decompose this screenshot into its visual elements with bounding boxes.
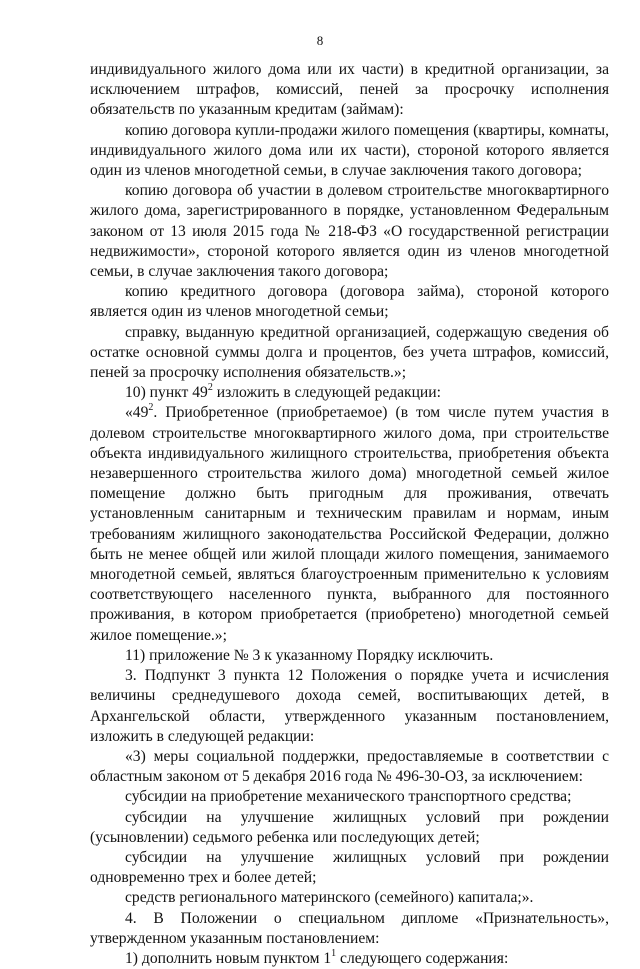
paragraph-item-10 (90, 383, 609, 403)
item-1-1-superscript: 1 (331, 947, 337, 959)
clause-49-2-before: «49 (125, 404, 149, 422)
item-10-superscript: 2 (207, 382, 213, 394)
paragraph-subsidy-triplets: субсидии на улучшение жилищных условий при рождении одновременно трех и более детей; (90, 848, 609, 887)
paragraph-subsidy-vehicle: субсидии на приобретение механического транспортного средства; (125, 788, 572, 806)
paragraph-shared-construction-contract: копию договора об участии в долевом строительстве многоквартирного жилого дома, зарегистрированного в порядке, установленном Федеральным законом от 13 июля 2015 года № 218-ФЗ «О государственной регистрации недвижимости», стороной которого является один из членов многодетной семьи, в случае заключения такого договора; (90, 182, 609, 281)
paragraph-social-support: «3) меры социальной поддержки, предоставляемые в соответствии с областным законом от 5 декабря 2016 года № 496-30-ОЗ, за исключением: (90, 747, 609, 786)
item-1-1-before: 1) дополнить новым пунктом 1 (125, 949, 332, 967)
item-10-after: изложить в следующей редакции: (212, 384, 441, 402)
paragraph-maternity-capital: средств регионального материнского (семейного) капитала;». (125, 889, 534, 907)
paragraph-section-4: 4. В Положении о специальном дипломе «Признательность», утвержденном указанным постановлением: (90, 909, 609, 947)
item-1-1-after: следующего содержания: (336, 949, 509, 967)
paragraph-item-1-1 (90, 949, 609, 969)
paragraph-bank-certificate: справку, выданную кредитной организацией, содержащую сведения об остатке основной суммы долга и процентов, без учета штрафов, комиссий, пеней за просрочку исполнения обязательств.»; (90, 323, 609, 382)
paragraph-credit-contract: копию кредитного договора (договора займа), стороной которого является один из членов многодетной семьи; (90, 283, 609, 321)
item-10-before: 10) пункт 49 (125, 384, 208, 402)
paragraph-clause-49-2 (90, 403, 609, 645)
clause-49-2-superscript: 2 (148, 402, 154, 414)
clause-49-2-after: . Приобретенное (приобретаемое) (в том числе путем участия в долевом строительстве многоквартирного жилого дома, при строительстве объекта индивидуального жилищного строительства, приобретения объекта незавершенного строительства жилого дома) многодетной семьей жилое помещение должно быть пригодным для проживания, отвечать установленным санитарным и техническим правилам и нормам, иным требованиям жилищного законодательства Российской Федерации, должно быть не менее общей или жилой площади жилого помещения, занимаемого многодетной семьей, являться благоустроенным применительно к условиям соответствующего населенного пункта, выбранного для постоянного проживания, в котором приобретается (приобретено) многодетной семьей жилое помещение.»; (90, 404, 609, 644)
document-body (90, 60, 609, 969)
paragraph-sale-contract: копию договора купли-продажи жилого помещения (квартиры, комнаты, индивидуального жилого дома или их части), стороной которого является один из членов многодетной семьи, в случае заключения такого договора; (90, 121, 609, 180)
paragraph-subsidy-seventh-child: субсидии на улучшение жилищных условий при рождении (усыновлении) седьмого ребенка или последующих детей; (90, 808, 609, 846)
page-number: 8 (316, 33, 324, 48)
paragraph-item-11: 11) приложение № 3 к указанному Порядку исключить. (125, 646, 494, 664)
paragraph-continuation: индивидуального жилого дома или их части) в кредитной организации, за исключением штрафов, комиссий, пеней за просрочку исполнения обязательств по указанным кредитам (займам): (90, 61, 609, 119)
paragraph-section-3: 3. Подпункт 3 пункта 12 Положения о порядке учета и исчисления величины среднедушевого дохода семей, воспитывающих детей, в Архангельской области, утвержденного указанным постановлением, изложить в следующей редакции: (90, 667, 609, 745)
